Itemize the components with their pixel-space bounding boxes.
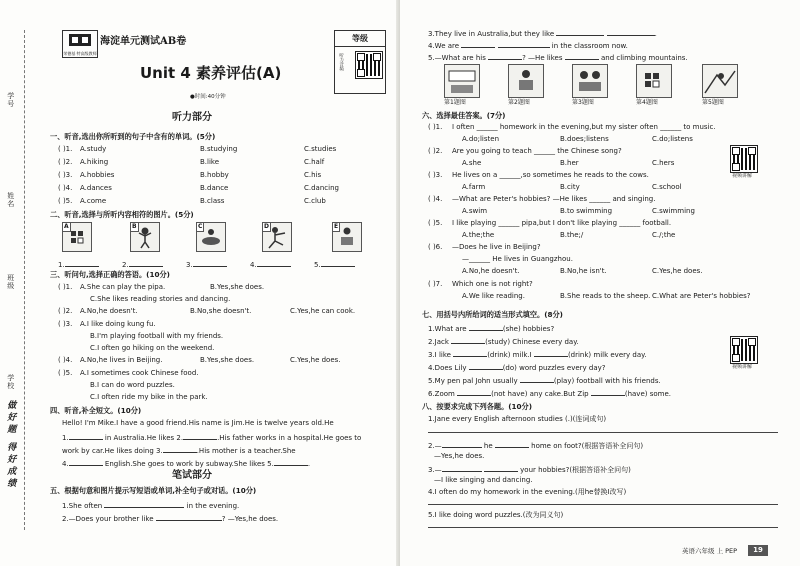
- s1-q3-option-c: C.his: [304, 171, 322, 179]
- s8-q3-answer: —I like singing and dancing.: [434, 476, 533, 484]
- listening-part-title: 听力部分: [172, 112, 212, 123]
- s1-q1-number: ( )1.: [58, 145, 73, 153]
- s6-q1-stem: I often ______ homework in the evening,but my sister often ______ to music.: [452, 123, 716, 131]
- picture-d: [262, 222, 292, 252]
- s4-line-1: Hello! I'm Mike.I have a good friend.His name is Jim.He is twelve years old.He: [62, 419, 334, 427]
- s7-q1: 1.What are (she) hobbies?: [428, 325, 555, 333]
- s8-q3-blank-1[interactable]: [442, 464, 482, 472]
- s6-q3-option-a: A.farm: [462, 183, 486, 191]
- s5-q4-blank-2[interactable]: [498, 40, 550, 48]
- s3-q1-option-a: A.She can play the pipa.: [80, 283, 166, 291]
- s8-q4: 4.I often do my homework in the evening.(用he替换I改写): [428, 488, 627, 496]
- s3-q4-number: ( )4.: [58, 356, 73, 364]
- time-limit: ●时间:40分钟: [190, 94, 226, 100]
- s7-q3: 3.I like (drink) milk.I (drink) milk every day.: [428, 351, 647, 359]
- s5-q1-blank[interactable]: [104, 500, 184, 508]
- s1-q4-option-c: C.dancing: [304, 184, 339, 192]
- s1-q4-option-b: B.dance: [200, 184, 229, 192]
- s5-q3-blank-1[interactable]: [556, 28, 604, 36]
- s1-q1-option-a: A.study: [80, 145, 107, 153]
- figure-2-caption: 第2题图: [508, 99, 530, 106]
- section-8-heading: 八、按要求完成下列各题。(10分): [422, 402, 533, 411]
- s3-q4-option-c: C.Yes,he does.: [290, 356, 341, 364]
- s3-q5-option-c: C.I often ride my bike in the park.: [90, 393, 208, 401]
- s7-q4: 4.Does Lily (do) word puzzles every day?: [428, 364, 606, 372]
- s1-q3-number: ( )3.: [58, 171, 73, 179]
- s6-q1-option-a: A.do;listen: [462, 135, 499, 143]
- written-part-title: 笔试部分: [172, 470, 212, 481]
- audio-qr-caption: 听力音频: [338, 53, 344, 71]
- s7-q2-blank[interactable]: [451, 336, 485, 344]
- s7-q5-blank[interactable]: [520, 375, 554, 383]
- s6-q7-option-b: B.She reads to the sheep.: [560, 292, 651, 300]
- s6-q2-option-b: B.her: [560, 159, 579, 167]
- s2-blank-3[interactable]: 3.: [186, 259, 227, 270]
- name-label: 姓名: [6, 192, 15, 208]
- section-7-heading: 七、用括号内所给词的适当形式填空。(8分): [422, 310, 563, 319]
- s3-q5-option-b: B.I can do word puzzles.: [90, 381, 175, 389]
- s6-q2-stem: Are you going to teach ______ the Chinese song?: [452, 147, 622, 155]
- s3-q3-option-c: C.I often go hiking on the weekend.: [90, 344, 215, 352]
- s1-q4-option-a: A.dances: [80, 184, 112, 192]
- s7-q1-blank[interactable]: [469, 323, 503, 331]
- s6-q6-number: ( )6.: [428, 243, 443, 251]
- s8-q5: 5.I like doing word puzzles.(改为同义句): [428, 511, 564, 519]
- classroom-sign-icon: [445, 65, 479, 97]
- s4-blank-1[interactable]: [69, 432, 103, 440]
- s3-q1-option-b: B.Yes,she does.: [210, 283, 265, 291]
- s6-q2-option-c: C.hers: [652, 159, 675, 167]
- s8-q1: 1.Jane every English afternoon studies (.)(连词成句): [428, 415, 607, 423]
- s1-q2-option-b: B.like: [200, 158, 220, 166]
- page-number: 19: [748, 545, 768, 556]
- s3-q1-option-c: C.She likes reading stories and dancing.: [90, 295, 231, 303]
- s5-q4: 4.We are in the classroom now.: [428, 42, 628, 50]
- s6-q5-option-c: C./;the: [652, 231, 676, 239]
- s6-q5-stem: I like playing ______ pipa,but I don't like playing ______ football.: [452, 219, 672, 227]
- brand-logo-text: 荣德基 特高级教师: [63, 51, 97, 57]
- s6-q4-option-a: A.swim: [462, 207, 488, 215]
- section-5-heading: 五、根据句意和图片提示写短语或单词,补全句子或对话。(10分): [50, 486, 257, 495]
- s8-q3: 3.— your hobbies?(根据答语补全问句): [428, 466, 631, 474]
- s5-q2-blank[interactable]: [156, 513, 222, 521]
- grade-box: [334, 30, 386, 94]
- figure-5-caption: 第5题图: [702, 99, 724, 106]
- s4-blank-2[interactable]: [183, 432, 217, 440]
- s6-q6-option-a: A.No,he doesn't.: [462, 267, 520, 275]
- grade-label: 等级: [335, 31, 385, 47]
- s6-q4-stem: —What are Peter's hobbies? —He likes ______ and singing.: [452, 195, 656, 203]
- figure-1: [444, 64, 480, 98]
- s7-q6-blank-1[interactable]: [457, 388, 491, 396]
- s6-q7-option-c: C.What are Peter's hobbies?: [652, 292, 751, 300]
- s6-q6-option-b: B.No,he isn't.: [560, 267, 607, 275]
- picture-b: [130, 222, 160, 252]
- s7-q4-blank[interactable]: [469, 362, 503, 370]
- slogan: 做好题 得好成绩: [5, 400, 16, 491]
- video-qr-caption-2: 视频讲解: [732, 364, 753, 370]
- s1-q5-number: ( )5.: [58, 197, 73, 205]
- s6-q7-option-a: A.We like reading.: [462, 292, 525, 300]
- s1-q2-option-a: A.hiking: [80, 158, 109, 166]
- s5-q4-blank-1[interactable]: [461, 40, 495, 48]
- s5-q5: 5.—What are his ? —He likes and climbing mountains.: [428, 54, 688, 62]
- school-label: 学校: [6, 374, 15, 390]
- s2-blank-2[interactable]: 2.: [122, 259, 163, 270]
- s8-q2-answer: —Yes,he does.: [434, 452, 485, 460]
- s8-q3-blank-2[interactable]: [484, 464, 518, 472]
- s6-q4-number: ( )4.: [428, 195, 443, 203]
- s1-q2-number: ( )2.: [58, 158, 73, 166]
- s7-q6: 6.Zoom (not have) any cake.But Zip (have) some.: [428, 390, 671, 398]
- s1-q1-option-b: B.studying: [200, 145, 238, 153]
- s6-q7-number: ( )7.: [428, 280, 443, 288]
- puzzle-grid-icon: [637, 65, 671, 97]
- figure-3: [572, 64, 608, 98]
- s1-q2-option-c: C.half: [304, 158, 325, 166]
- s8-q1-answer-line[interactable]: [428, 432, 778, 433]
- picture-c: [196, 222, 226, 252]
- s3-q3-number: ( )3.: [58, 320, 73, 328]
- s6-q4-option-b: B.to swimming: [560, 207, 613, 215]
- series-title: 海淀单元测试AB卷: [100, 36, 187, 47]
- s7-q5: 5.My pen pal John usually (play) football with his friends.: [428, 377, 661, 385]
- s3-q2-number: ( )2.: [58, 307, 73, 315]
- s6-q3-number: ( )3.: [428, 171, 443, 179]
- s7-q2: 2.Jack (study) Chinese every day.: [428, 338, 579, 346]
- student-info-strip: [0, 0, 48, 566]
- video-qr-code-2[interactable]: [730, 336, 758, 364]
- s1-q1-option-c: C.studies: [304, 145, 337, 153]
- brand-logo: [62, 30, 98, 58]
- class-label: 班级: [6, 274, 15, 290]
- cooking-boy-icon: [509, 65, 543, 97]
- s5-q3: 3.They live in Australia,but they like .: [428, 30, 657, 38]
- s3-q5-number: ( )5.: [58, 369, 73, 377]
- s3-q3-option-a: A.I like doing kung fu.: [80, 320, 156, 328]
- section-2-heading: 二、听音,选择与所听内容相符的图片。(5分): [50, 210, 194, 219]
- section-3-heading: 三、听问句,选择正确的答语。(10分): [50, 270, 170, 279]
- section-4-heading: 四、听音,补全短文。(10分): [50, 406, 142, 415]
- picture-b-tag: B: [132, 223, 137, 230]
- page-title: Unit 4 素养评估(A): [140, 64, 282, 82]
- s6-q4-option-c: C.swimming: [652, 207, 695, 215]
- cut-line: [24, 30, 25, 530]
- audio-qr-code[interactable]: [355, 51, 383, 79]
- right-page: [400, 0, 800, 566]
- s1-q3-option-a: A.hobbies: [80, 171, 115, 179]
- s6-q3-stem: He lives on a ______,so sometimes he reads to the cows.: [452, 171, 649, 179]
- s6-q7-stem: Which one is not right?: [452, 280, 533, 288]
- picture-c-tag: C: [198, 223, 203, 230]
- s3-q2-option-a: A.No,he doesn't.: [80, 307, 138, 315]
- s1-q5-option-c: C.club: [304, 197, 326, 205]
- s2-blank-1[interactable]: 1.: [58, 259, 99, 270]
- s3-q4-option-a: A.No,he lives in Beijing.: [80, 356, 163, 364]
- s8-q4-answer-line[interactable]: [428, 504, 778, 505]
- picture-e-tag: E: [334, 223, 339, 230]
- s6-q1-option-c: C.do;listens: [652, 135, 693, 143]
- s5-q1: 1.She often in the evening.: [62, 502, 240, 510]
- s8-q2-blank-1[interactable]: [442, 440, 482, 448]
- video-qr-caption-1: 视频讲解: [732, 173, 753, 179]
- section-6-heading: 六、选择最佳答案。(7分): [422, 111, 506, 120]
- s1-q3-option-b: B.hobby: [200, 171, 229, 179]
- s6-q1-number: ( )1.: [428, 123, 443, 131]
- section-1-heading: 一、听音,选出你所听到的句子中含有的单词。(5分): [50, 132, 216, 141]
- s7-q3-blank-2[interactable]: [534, 349, 568, 357]
- s1-q4-number: ( )4.: [58, 184, 73, 192]
- s4-line-2: 1. in Australia.He likes 2. .His father works in a hospital.He goes to: [62, 434, 362, 442]
- figure-2: [508, 64, 544, 98]
- s5-q2: 2.—Does your brother like ? —Yes,he does.: [62, 515, 279, 523]
- s3-q2-option-b: B.No,she doesn't.: [190, 307, 252, 315]
- s1-q5-option-a: A.come: [80, 197, 107, 205]
- video-qr-code-1[interactable]: [730, 145, 758, 173]
- s6-q1-option-b: B.does;listens: [560, 135, 609, 143]
- s6-q6-stem: —Does he live in Beijing?: [452, 243, 541, 251]
- students-icon: [573, 65, 607, 97]
- student-number-label: 学号: [6, 92, 15, 108]
- hiking-icon: [703, 65, 737, 97]
- s2-blank-5[interactable]: 5.: [314, 259, 355, 270]
- s6-q5-option-b: B.the;/: [560, 231, 584, 239]
- s6-q5-option-a: A.the;the: [462, 231, 495, 239]
- s3-q1-number: ( )1.: [58, 283, 73, 291]
- picture-e: [332, 222, 362, 252]
- s4-line-3: work by car.He likes doing 3. .His mother is a teacher.She: [62, 447, 296, 455]
- s3-q4-option-b: B.Yes,she does.: [200, 356, 255, 364]
- figure-4-caption: 第4题图: [636, 99, 658, 106]
- figure-4: [636, 64, 672, 98]
- s6-q3-option-c: C.school: [652, 183, 682, 191]
- s4-blank-3[interactable]: [163, 445, 197, 453]
- figure-3-caption: 第3题图: [572, 99, 594, 106]
- s4-blank-4[interactable]: [69, 458, 103, 466]
- s8-q2: 2.— he home on foot?(根据答语补全问句): [428, 442, 644, 450]
- picture-a: [62, 222, 92, 252]
- s5-q3-blank-2[interactable]: [607, 28, 655, 36]
- s4-line-4: 4. English.She goes to work by subway.She likes 5. .: [62, 460, 311, 468]
- s8-q5-answer-line[interactable]: [428, 527, 778, 528]
- s7-q3-blank-1[interactable]: [453, 349, 487, 357]
- s5-q5-blank-2[interactable]: [565, 52, 599, 60]
- s3-q2-option-c: C.Yes,he can cook.: [290, 307, 356, 315]
- s3-q3-option-b: B.I'm playing football with my friends.: [90, 332, 224, 340]
- figure-5: [702, 64, 738, 98]
- s8-q2-blank-2[interactable]: [495, 440, 529, 448]
- s7-q6-blank-2[interactable]: [591, 388, 625, 396]
- book-logo-icon: [63, 31, 97, 49]
- footer-book-info: 英语六年级 上 PEP: [682, 547, 738, 555]
- s5-q5-blank-1[interactable]: [488, 52, 522, 60]
- s6-q2-option-a: A.she: [462, 159, 482, 167]
- picture-d-tag: D: [264, 223, 269, 230]
- figure-1-caption: 第1题图: [444, 99, 466, 106]
- s6-q6-stem-2: —______ He lives in Guangzhou.: [462, 255, 573, 263]
- s6-q5-number: ( )5.: [428, 219, 443, 227]
- s1-q5-option-b: B.class: [200, 197, 225, 205]
- s3-q5-option-a: A.I sometimes cook Chinese food.: [80, 369, 199, 377]
- s6-q6-option-c: C.Yes,he does.: [652, 267, 703, 275]
- s2-blank-4[interactable]: 4.: [250, 259, 291, 270]
- picture-a-tag: A: [64, 223, 69, 230]
- s4-blank-5[interactable]: [274, 458, 308, 466]
- s6-q2-number: ( )2.: [428, 147, 443, 155]
- s6-q3-option-b: B.city: [560, 183, 580, 191]
